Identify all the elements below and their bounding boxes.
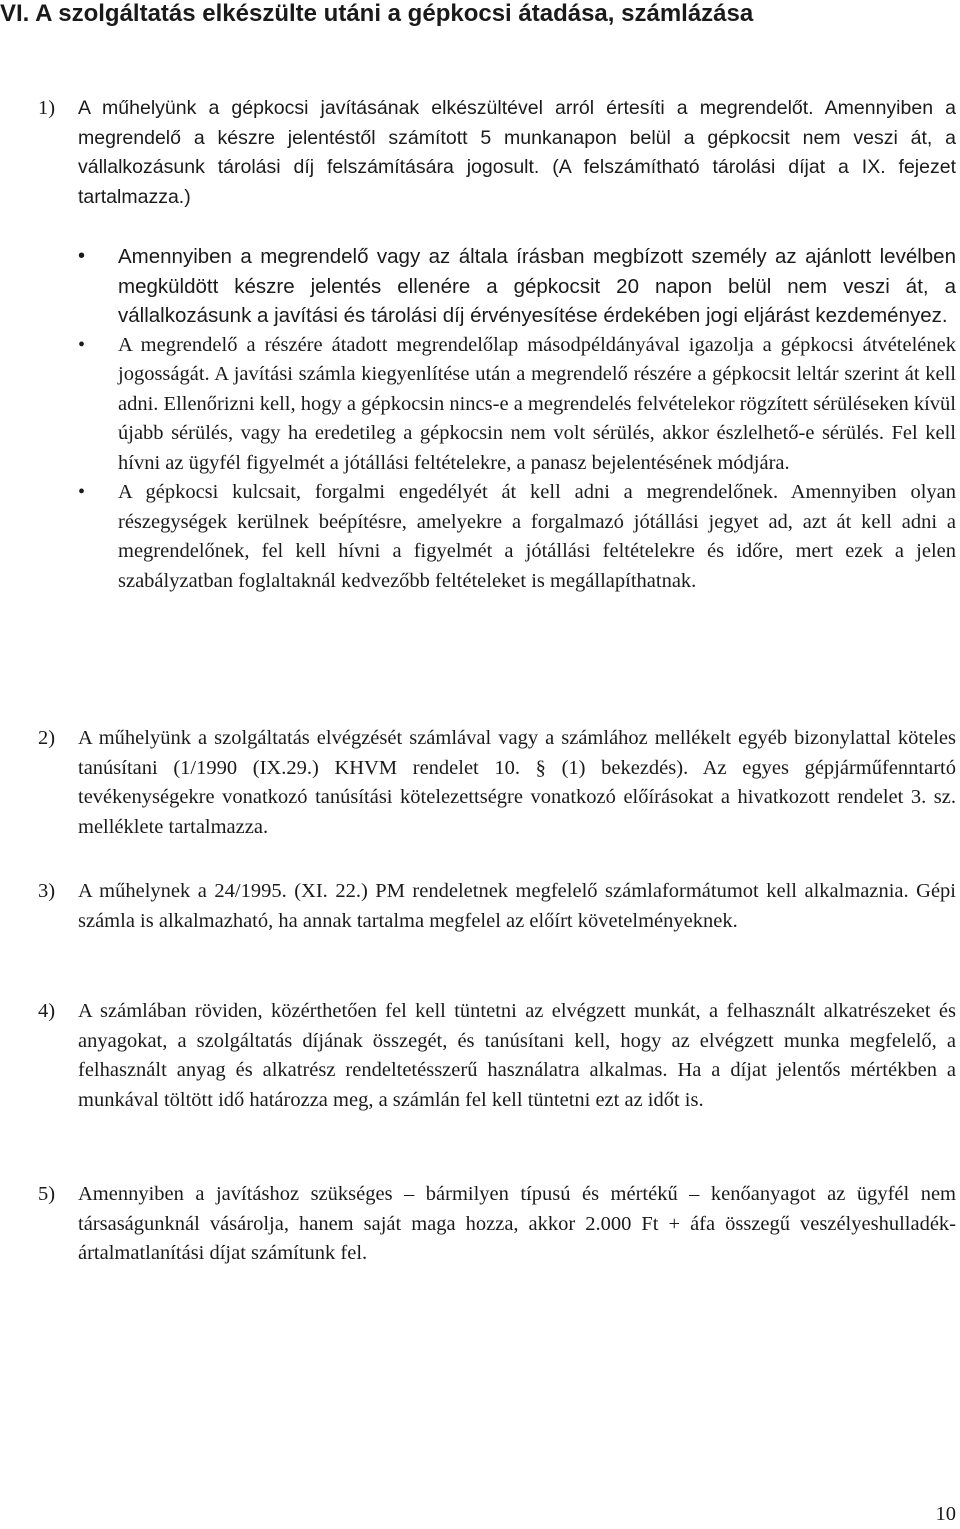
bullet-text-3: A gépkocsi kulcsait, forgalmi engedélyét át kell adni a megrendelőnek. Amennyiben olyan részegységek kerülnek beépítésre, amelyekre a forgalmazó jótállási jegyet ad, azt át kell adni a megrendelőnek, fel kell hívni a figyelmét a jótállási feltételekre és időre, mert ezek a jelen szabályzatban foglaltaknál kedvezőbb feltételeket is megállapíthatnak. (118, 481, 956, 592)
bullet-item-2 (78, 331, 956, 479)
bullet-item-1 (78, 242, 956, 331)
item-text-5: Amennyiben a javításhoz szükséges – bármilyen típusú és mértékű – kenőanyagot az ügyfél nem társaságunknál vásárolja, hanem saját maga hozza, akkor 2.000 Ft + áfa összegű veszélyeshulladék-ártalmatlanítási díjat számítunk fel. (78, 1183, 956, 1264)
item-number-5: 5) (38, 1183, 56, 1205)
item-number-3: 3) (38, 880, 56, 902)
bullet-item-3 (78, 478, 956, 596)
item-text-2: A műhelyünk a szolgáltatás elvégzését számlával vagy a számlához mellékelt egyéb bizonylattal köteles tanúsítani (1/1990 (IX.29.) KHVM rendelet 10. § (1) bekezdés). Az egyes gépjárműfenntartó tevékenységekre vonatkozó tanúsítási kötelezettségre vonatkozó előírásokat a hivatkozott rendelet 3. sz. melléklete tartalmazza. (78, 727, 956, 838)
item-text-1: A műhelyünk a gépkocsi javításának elkészültével arról értesíti a megrendelőt. Amennyiben a megrendelő a készre jelentéstől számított 5 munkanapon belül a gépkocsit nem veszi át, a vállalkozásunk tárolási díj felszámítására jogosult. (A felszámítható tárolási díjat a IX. fejezet tartalmazza.) (78, 97, 956, 208)
item-text-4: A számlában röviden, közérthetően fel kell tüntetni az elvégzett munkát, a felhasznált alkatrészeket és anyagokat, a szolgáltatás díjának összegét, és tanúsítani kell, hogy az elvégzett munka megfelelő, a felhasznált anyag és alkatrész rendeltetésszerű használatra alkalmas. Ha a díjat jelentős mértékben a munkával töltött idő határozza meg, a számlán fel kell tüntetni ezt az időt is. (78, 1000, 956, 1111)
item-text-3: A műhelynek a 24/1995. (XI. 22.) PM rendeletnek megfelelő számlaformátumot kell alkalmaznia. Gépi számla is alkalmazható, ha annak tartalma megfelel az előírt követelményeknek. (78, 880, 956, 932)
item-number-2: 2) (38, 727, 56, 749)
bullet-mark: • (78, 481, 86, 503)
bullet-text-2: A megrendelő a részére átadott megrendelőlap másodpéldányával igazolja a gépkocsi átvételének jogosságát. A javítási számla kiegyenlítése után a megrendelő részére a gépkocsit leltár szerint át kell adni. Ellenőrizni kell, hogy a gépkocsin nincs-e a megrendelés felvételekor rögzített sérüléseken kívül újabb sérülés, vagy ha eredetileg a gépkocsin nem volt sérülés, akkor észlelhető-e sérülés. Fel kell hívni az ügyfél figyelmét a jótállási feltételekre, a panasz bejelentésének módjára. (118, 333, 956, 474)
bullet-list (78, 242, 956, 596)
page-number: 10 (935, 1503, 956, 1525)
item-number-1: 1) (38, 97, 56, 119)
item-number-4: 4) (38, 1000, 56, 1022)
section-heading: VI. A szolgáltatás elkészülte utáni a gépkocsi átadása, számlázása (0, 0, 754, 27)
bullet-text-1: Amennyiben a megrendelő vagy az általa írásban megbízott személy az ajánlott levélben megküldött készre jelentés ellenére a gépkocsit 20 napon belül nem veszi át, a vállalkozásunk a javítási és tárolási díj érvényesítése érdekében jogi eljárást kezdeményez. (118, 245, 956, 327)
bullet-mark: • (78, 333, 86, 356)
bullet-mark: • (78, 245, 86, 267)
